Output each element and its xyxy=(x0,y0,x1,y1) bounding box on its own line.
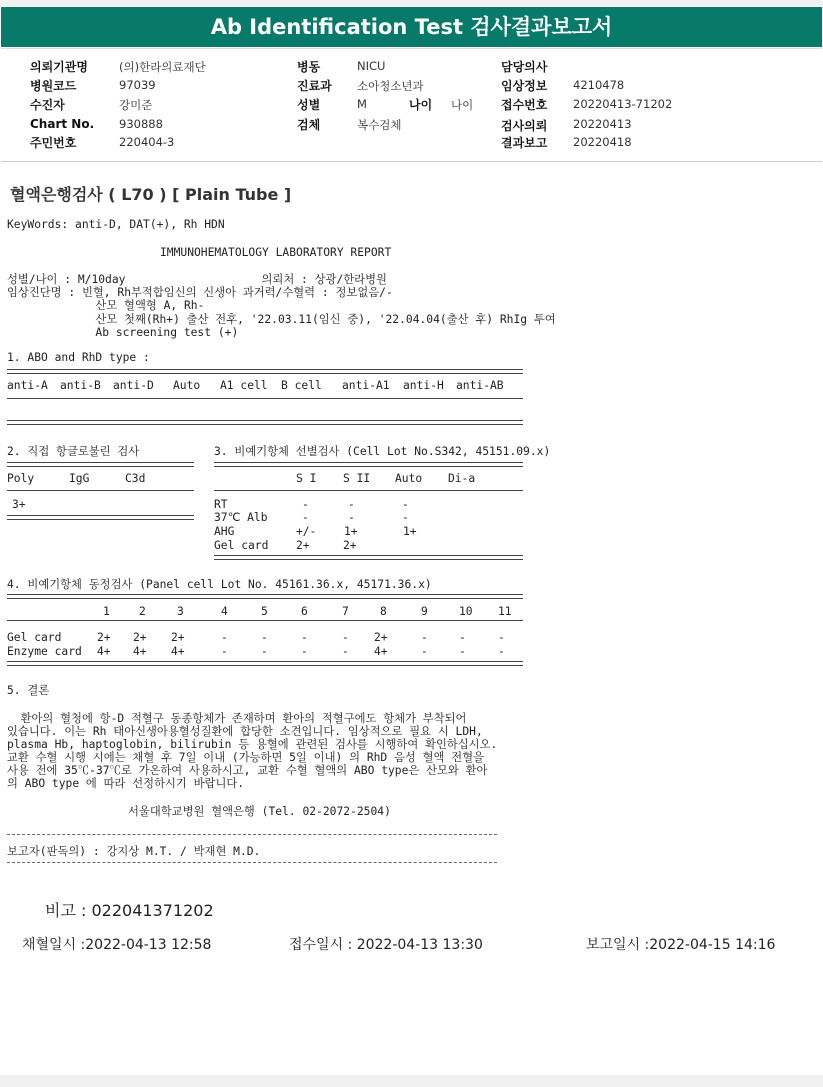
section-3-title: 3. 비예기항체 선별검사 (Cell Lot No.S342, 45151.09.x) xyxy=(214,445,551,458)
abo-header-anti-h: anti-H xyxy=(403,379,444,392)
panel-row-label-gel: Gel card xyxy=(7,631,62,644)
info-value-specimen: 복수검체 xyxy=(357,118,402,132)
abo-header-auto: Auto xyxy=(173,379,201,392)
section-1-title: 1. ABO and RhD type : xyxy=(7,351,150,364)
info-value-hospital-code: 97039 xyxy=(119,78,156,92)
section-title: 혈액은행검사 ( L70 ) [ Plain Tube ] xyxy=(10,185,292,204)
abo-header-anti-d: anti-D xyxy=(113,379,154,392)
hospital-contact: 서울대학교병원 혈액은행 (Tel. 02-2072-2504) xyxy=(128,805,391,818)
info-label-chart-no: Chart No. xyxy=(30,117,95,131)
panel-cell: 2+ xyxy=(171,631,185,644)
bottom-strip xyxy=(0,1075,823,1087)
divider xyxy=(7,369,523,374)
diagnosis-line: 산모 첫째(Rh+) 출산 전후, '22.03.11(임신 중), '22.04.04(출산 후) RhIg 투여 xyxy=(7,313,556,326)
info-label-ward: 병동 xyxy=(297,60,321,74)
divider xyxy=(7,398,523,399)
panel-cell: 4+ xyxy=(97,645,111,658)
lab-report-title: IMMUNOHEMATOLOGY LABORATORY REPORT xyxy=(160,246,392,259)
section-5-title: 5. 결론 xyxy=(7,684,50,697)
section-4-title: 4. 비예기항체 동정검사 (Panel cell Lot No. 45161.36.x, 45171.36.x) xyxy=(7,578,432,591)
screen-row-label: RT xyxy=(214,498,228,511)
abo-header-a1-cell: A1 cell xyxy=(220,379,268,392)
screen-header-s2: S II xyxy=(343,472,371,485)
abo-header-anti-a: anti-A xyxy=(7,379,48,392)
section-2-title: 2. 직접 항글로불린 검사 xyxy=(7,445,140,458)
panel-cell: 4+ xyxy=(133,645,147,658)
info-value-ward: NICU xyxy=(357,59,386,73)
reported-datetime: 보고일시 :2022-04-15 14:16 xyxy=(586,937,776,953)
divider xyxy=(7,462,194,467)
panel-cell: 2+ xyxy=(133,631,147,644)
panel-cell: - xyxy=(459,645,466,658)
panel-column-6: 6 xyxy=(301,605,308,618)
info-value-age: 나이 xyxy=(451,98,474,112)
divider xyxy=(214,462,523,467)
screen-cell: - xyxy=(302,498,309,511)
received-datetime: 접수일시 : 2022-04-13 13:30 xyxy=(289,937,483,953)
report-title: Ab Identification Test 검사결과보고서 xyxy=(210,15,613,39)
panel-cell: 4+ xyxy=(171,645,185,658)
dat-header-c3d: C3d xyxy=(125,472,146,485)
panel-column-8: 8 xyxy=(380,605,387,618)
reporter-line: 보고자(판독의) : 강지상 M.T. / 박재현 M.D. xyxy=(7,845,261,858)
divider xyxy=(7,862,497,863)
screen-cell: - xyxy=(402,511,409,524)
panel-column-5: 5 xyxy=(261,605,268,618)
dat-header-igg: IgG xyxy=(69,472,90,485)
panel-column-4: 4 xyxy=(221,605,228,618)
conclusion-line: plasma Hb, haptoglobin, bilirubin 등 용혈에 관련된 검사를 시행하여 확인하십시오. xyxy=(7,738,498,751)
info-value-receipt-no: 20220413-71202 xyxy=(573,97,673,111)
diagnosis-line: 임상진단명 : 빈혈, Rh부적합임신의 신생아 과거력/수혈력 : 정보없음/- xyxy=(7,286,393,299)
screen-cell: 2+ xyxy=(343,539,357,552)
panel-cell: - xyxy=(221,631,228,644)
divider xyxy=(7,515,194,520)
divider xyxy=(214,555,523,560)
divider xyxy=(7,420,523,425)
panel-column-10: 10 xyxy=(459,605,473,618)
screen-cell: - xyxy=(348,498,355,511)
keywords-line: KeyWords: anti-D, DAT(+), Rh HDN xyxy=(7,218,225,231)
screen-cell: 2+ xyxy=(296,539,310,552)
info-label-specimen: 검체 xyxy=(297,118,321,132)
screen-cell: 1+ xyxy=(344,525,358,538)
conclusion-line: 교환 수혈 시행 시에는 채혈 후 7일 이내 (가능하면 5일 이내) 의 RhD 음성 혈액 전혈을 xyxy=(7,751,485,764)
info-label-requester: 의뢰기관명 xyxy=(30,60,88,74)
note-line: 비고 : 022041371202 xyxy=(45,901,214,920)
patient-info-panel xyxy=(1,48,822,162)
panel-cell: - xyxy=(498,645,505,658)
info-label-doctor: 담당의사 xyxy=(501,60,548,74)
divider xyxy=(7,661,523,666)
panel-cell: - xyxy=(221,645,228,658)
panel-cell: 2+ xyxy=(97,631,111,644)
screen-header-di-a: Di-a xyxy=(448,472,476,485)
screen-cell: - xyxy=(348,511,355,524)
divider xyxy=(214,490,523,491)
info-value-patient: 강미준 xyxy=(119,98,153,112)
diagnosis-line: Ab screening test (+) xyxy=(7,326,239,339)
abo-header-anti-a1: anti-A1 xyxy=(342,379,390,392)
panel-column-2: 2 xyxy=(139,605,146,618)
conclusion-line: 사용 전에 35℃-37℃로 가온하여 사용하시고, 교환 수혈 혈액의 ABO type은 산모와 환아 xyxy=(7,764,488,777)
report-title-bar xyxy=(1,7,822,47)
conclusion-line: 있습니다. 이는 Rh 태아신생아용혈성질환에 합당한 소견입니다. 임상적으로 필요 시 LDH, xyxy=(7,725,483,738)
top-strip xyxy=(0,0,823,6)
abo-header-anti-ab: anti-AB xyxy=(456,379,504,392)
divider xyxy=(7,594,523,599)
panel-cell: - xyxy=(342,631,349,644)
info-label-test-request: 검사의뢰 xyxy=(501,119,548,133)
panel-cell: - xyxy=(301,645,308,658)
panel-cell: - xyxy=(342,645,349,658)
abo-header-b-cell: B cell xyxy=(281,379,322,392)
panel-column-3: 3 xyxy=(177,605,184,618)
divider xyxy=(7,490,194,491)
divider xyxy=(7,834,497,835)
conclusion-line: 환아의 혈청에 항-D 적혈구 동종항체가 존재하며 환아의 적혈구에도 항체가 부착되어 xyxy=(7,712,467,725)
info-label-receipt-no: 접수번호 xyxy=(501,98,548,112)
panel-cell: 4+ xyxy=(374,645,388,658)
diagnosis-line: 산모 혈액형 A, Rh- xyxy=(7,299,205,312)
screen-row-label: AHG xyxy=(214,525,235,538)
screen-row-label: 37℃ Alb xyxy=(214,511,268,524)
info-label-department: 진료과 xyxy=(297,79,332,93)
panel-cell: - xyxy=(421,631,428,644)
screen-cell: - xyxy=(302,511,309,524)
patient-line: 성별/나이 : M/10day 의뢰처 : 상광/한라병원 xyxy=(7,273,387,286)
panel-cell: - xyxy=(261,631,268,644)
info-label-result-report: 결과보고 xyxy=(501,136,548,150)
panel-column-7: 7 xyxy=(342,605,349,618)
screen-cell: 1+ xyxy=(403,525,417,538)
info-value-chart-no: 930888 xyxy=(119,117,163,131)
collected-datetime: 채혈일시 :2022-04-13 12:58 xyxy=(22,937,212,953)
info-value-result-report: 20220418 xyxy=(573,135,632,149)
info-label-age: 나이 xyxy=(409,98,433,112)
panel-column-11: 11 xyxy=(498,605,512,618)
screen-header-auto: Auto xyxy=(395,472,423,485)
dat-value-poly: 3+ xyxy=(12,498,26,511)
panel-column-9: 9 xyxy=(421,605,428,618)
info-value-test-request: 20220413 xyxy=(573,117,632,131)
panel-cell: 2+ xyxy=(374,631,388,644)
info-value-clinical-info: 4210478 xyxy=(573,78,625,92)
info-label-clinical-info: 임상정보 xyxy=(501,79,548,93)
panel-cell: - xyxy=(261,645,268,658)
info-label-resident-no: 주민번호 xyxy=(30,136,77,150)
panel-column-1: 1 xyxy=(103,605,110,618)
panel-cell: - xyxy=(498,631,505,644)
screen-row-label: Gel card xyxy=(214,539,269,552)
info-label-sex: 성별 xyxy=(297,98,321,112)
divider xyxy=(7,620,523,621)
info-value-resident-no: 220404-3 xyxy=(119,135,175,149)
screen-header-s1: S I xyxy=(296,472,317,485)
conclusion-line: 의 ABO type 에 따라 선정하시기 바랍니다. xyxy=(7,777,245,790)
info-label-hospital-code: 병원코드 xyxy=(30,79,77,93)
dat-header-poly: Poly xyxy=(7,472,35,485)
info-value-sex: M xyxy=(357,97,367,111)
panel-cell: - xyxy=(301,631,308,644)
info-value-department: 소아청소년과 xyxy=(357,79,424,93)
panel-cell: - xyxy=(459,631,466,644)
abo-header-anti-b: anti-B xyxy=(60,379,101,392)
panel-row-label-enzyme: Enzyme card xyxy=(7,645,82,658)
info-label-patient: 수진자 xyxy=(30,98,65,112)
panel-cell: - xyxy=(421,645,428,658)
screen-cell: - xyxy=(402,498,409,511)
info-value-requester: (의)한라의료재단 xyxy=(119,60,206,74)
screen-cell: +/- xyxy=(296,525,317,538)
